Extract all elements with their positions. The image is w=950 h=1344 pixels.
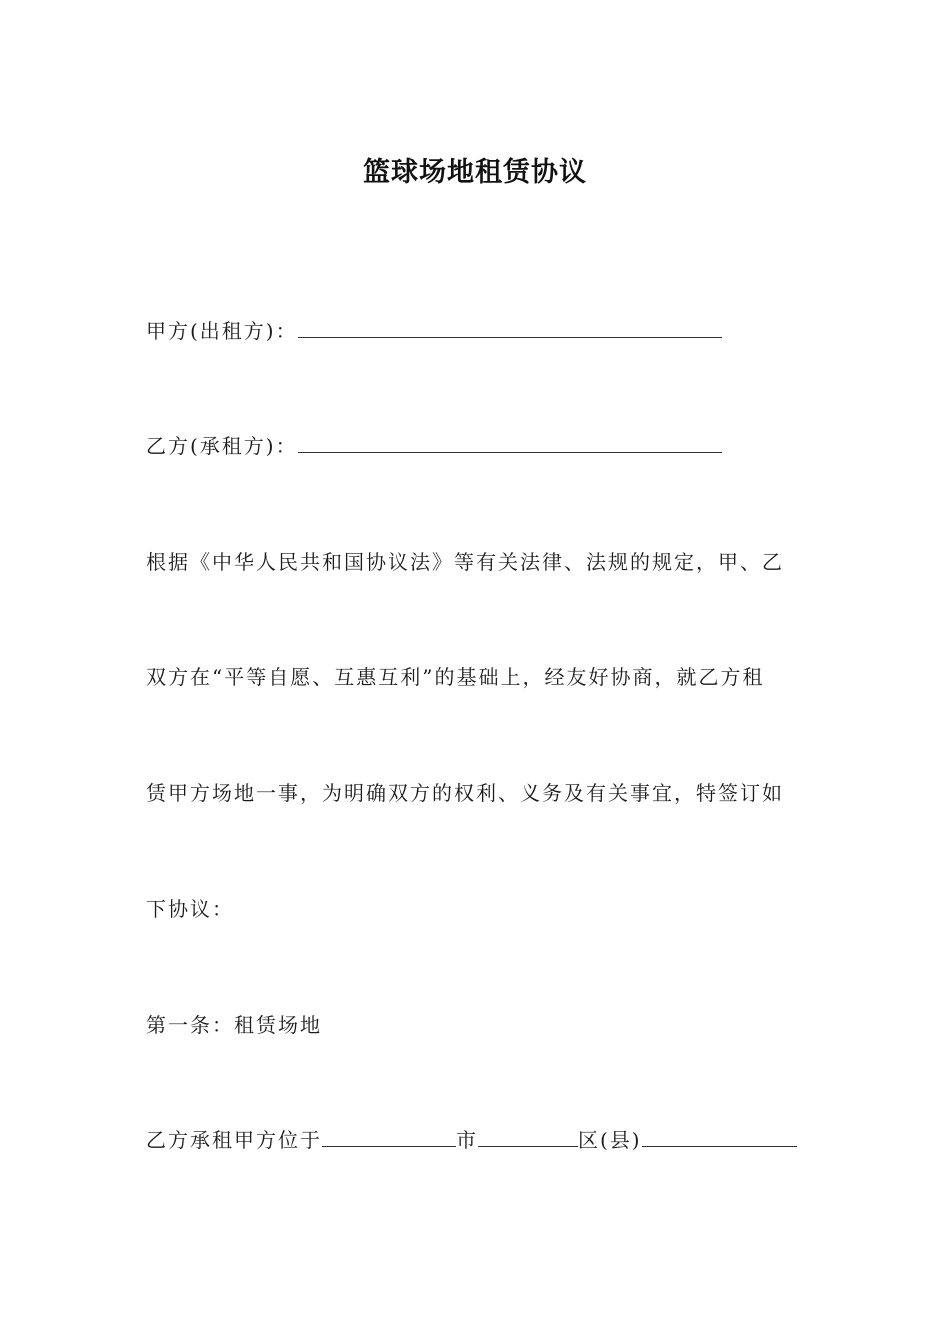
district-label: 区(县)	[578, 1128, 642, 1152]
city-blank	[322, 1126, 456, 1147]
location-prefix: 乙方承租甲方位于	[146, 1128, 322, 1152]
party-a-line	[146, 317, 722, 345]
paragraph-line: 根据《中华人民共和国协议法》等有关法律、法规的规定，甲、乙	[146, 550, 784, 574]
district-blank	[478, 1126, 578, 1147]
party-b-blank	[298, 432, 722, 453]
party-a-label: 甲方(出租方)：	[146, 319, 298, 343]
party-b-label: 乙方(承租方)：	[146, 434, 298, 458]
party-b-line	[146, 432, 722, 460]
location-line	[146, 1126, 797, 1154]
party-a-blank	[298, 317, 722, 338]
city-label: 市	[456, 1128, 478, 1152]
document-title: 篮球场地租赁协议	[363, 157, 587, 188]
article-1-heading: 第一条：租赁场地	[146, 1013, 322, 1037]
paragraph-line: 双方在“平等自愿、互惠互利”的基础上，经友好协商，就乙方租	[146, 665, 765, 689]
paragraph-line: 下协议：	[146, 897, 234, 921]
paragraph-line: 赁甲方场地一事，为明确双方的权利、义务及有关事宜，特签订如	[146, 781, 784, 805]
county-blank	[642, 1126, 797, 1147]
